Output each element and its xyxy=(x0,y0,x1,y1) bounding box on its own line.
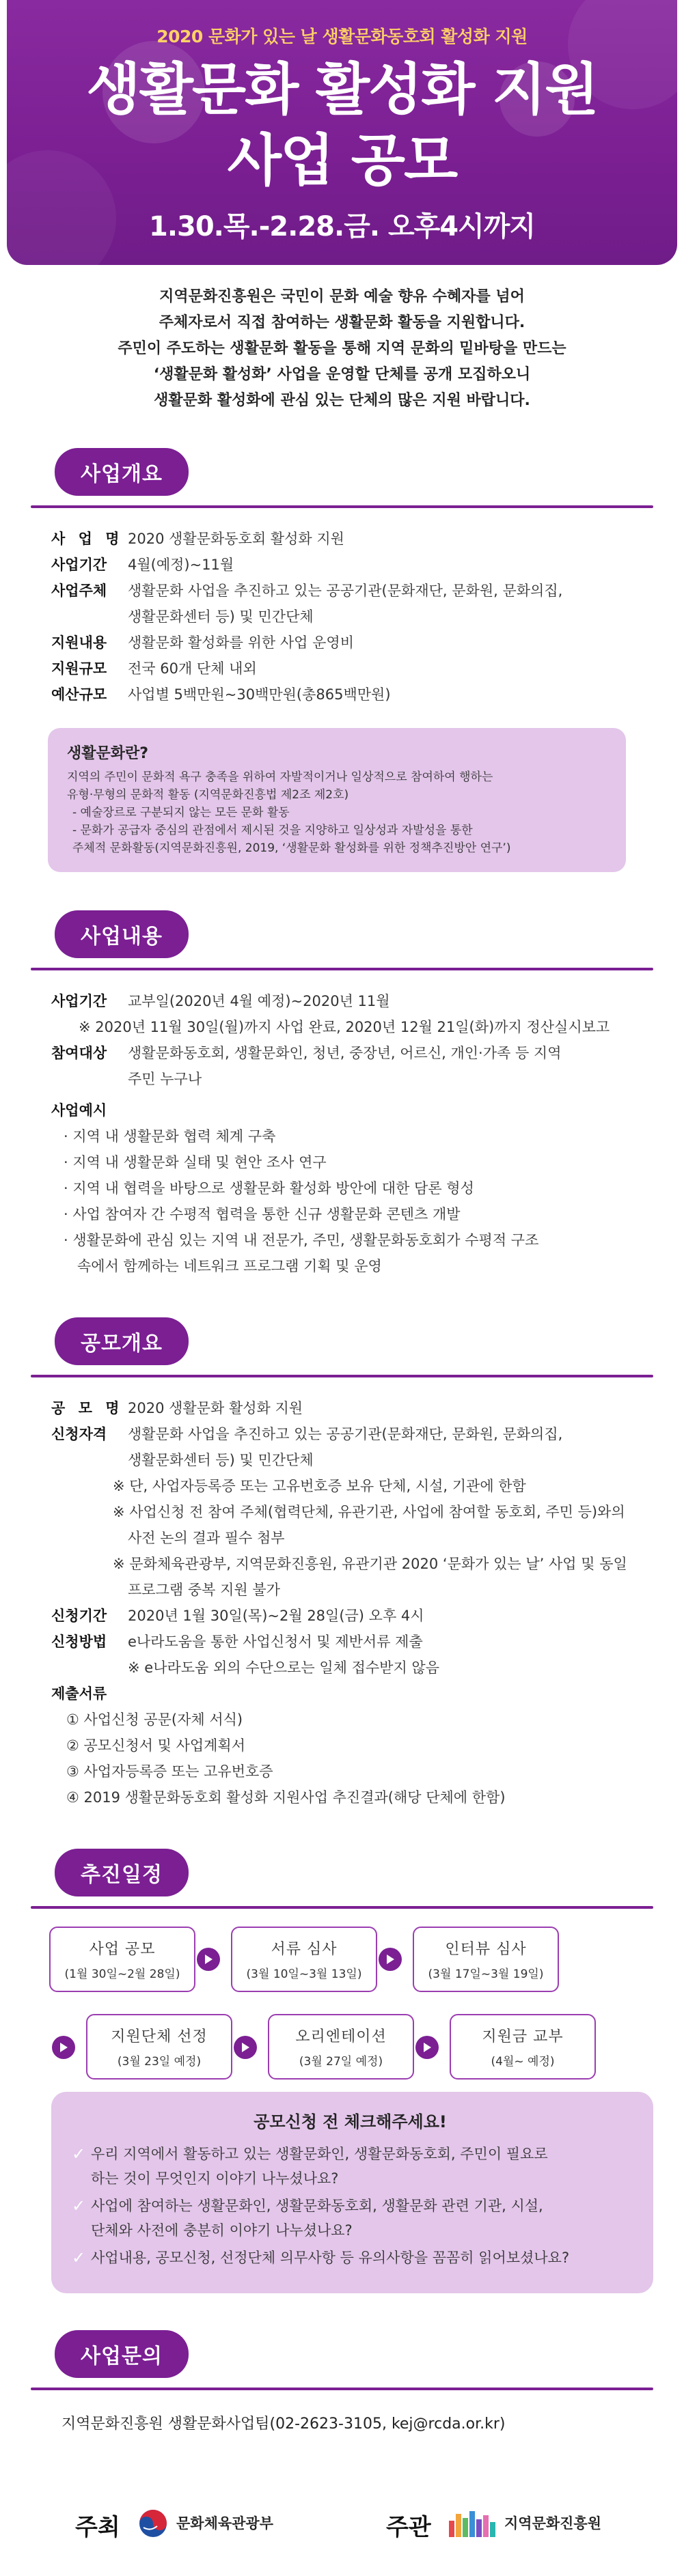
row-value xyxy=(128,578,643,630)
row-value-line: 생활문화 사업을 추진하고 있는 공공기관(문화재단, 문화원, 문화의집, xyxy=(128,583,563,599)
overview-row xyxy=(51,656,643,682)
row-key: 지원내용 xyxy=(51,634,107,651)
row-key: 사업기간 xyxy=(51,557,107,573)
checklist-line: 우리 지역에서 활동하고 있는 생활문화인, 생활문화동호회, 주민이 필요로 xyxy=(91,2146,548,2162)
content-row xyxy=(51,1040,643,1092)
contact-info: 지역문화진흥원 생활문화사업팀(02-2623-3105, kej@rcda.or.kr) xyxy=(61,2416,506,2433)
example-item-cont: 속에서 함께하는 네트워크 프로그램 기획 및 운영 xyxy=(77,1258,382,1274)
host-org: 문화체육관광부 xyxy=(176,2515,274,2532)
section-contact xyxy=(0,2300,684,2433)
intro-text xyxy=(0,266,684,448)
step-title: 지원금 교부 xyxy=(482,2028,564,2045)
doc-item: ② 공모신청서 및 사업계획서 xyxy=(66,1737,245,1754)
arrow-right-icon xyxy=(234,2036,257,2059)
checklist-line: 하는 것이 무엇인지 이야기 나누셨나요? xyxy=(91,2170,339,2187)
overview-table xyxy=(0,526,684,708)
definition-line: 주체적 문화활동(지역문화진흥원, 2019, ‘생활문화 활성화를 위한 정책추진방안 연구’) xyxy=(72,841,511,855)
section-divider xyxy=(31,2388,653,2390)
call-row xyxy=(51,1629,643,1655)
hero-title-line2: 사업 공모 xyxy=(227,128,457,193)
row-note: ※ e나라도움 외의 수단으로는 일체 접수받지 않음 xyxy=(128,1660,439,1676)
schedule-step xyxy=(231,1927,377,1992)
definition-line: 지역의 주민이 문화적 욕구 충족을 위하여 자발적이거나 일상적으로 참여하여 행하는 xyxy=(67,770,493,784)
example-item: · 지역 내 생활문화 실태 및 현안 조사 연구 xyxy=(64,1154,327,1171)
checklist-text xyxy=(91,2194,543,2243)
arrow-right-icon xyxy=(197,1948,220,1971)
checklist-item xyxy=(72,2194,629,2243)
section-overview xyxy=(0,448,684,910)
intro-line: 주체자로서 직접 참여하는 생활문화 활동을 지원합니다. xyxy=(159,314,525,331)
row-value-line: 생활문화동호회, 생활문화인, 청년, 중장년, 어르신, 개인·가족 등 지역 xyxy=(128,1045,562,1061)
checklist-line: 사업내용, 공모신청, 선정단체 의무사항 등 유의사항을 꼼꼼히 읽어보셨나요? xyxy=(91,2250,570,2266)
row-value: 교부일(2020년 4월 예정)~2020년 11월 xyxy=(128,993,390,1009)
organizer-label: 주관 xyxy=(386,2514,431,2541)
doc-item: ④ 2019 생활문화동호회 활성화 지원사업 추진결과(해당 단체에 한함) xyxy=(66,1789,506,1806)
section-content xyxy=(0,910,684,1317)
row-key: 사업예시 xyxy=(51,1102,107,1119)
checklist-item xyxy=(72,2245,629,2270)
row-note: ※ 사업신청 전 참여 주체(협력단체, 유관기관, 사업에 참여할 동호회, 주민 등)와의 xyxy=(113,1504,625,1520)
mcst-logo xyxy=(137,2507,169,2540)
example-item: · 지역 내 생활문화 협력 체계 구축 xyxy=(64,1128,276,1145)
row-value: 4월(예정)~11월 xyxy=(128,557,234,573)
section-divider xyxy=(31,968,653,970)
row-key: 공 모 명 xyxy=(51,1400,124,1416)
row-key: 신청자격 xyxy=(51,1426,107,1442)
section-heading: 추진일정 xyxy=(55,1849,189,1896)
hero-supertitle: 2020 문화가 있는 날 생활문화동호회 활성화 지원 xyxy=(156,27,528,46)
overview-row xyxy=(51,578,643,630)
definition-line: 유형·무형의 문화적 활동 (지역문화진흥법 제2조 제2호) xyxy=(67,788,349,802)
definition-line: - 문화가 공급자 중심의 관점에서 제시된 것을 지양하고 일상성과 자발성을 통한 xyxy=(72,824,473,837)
arrow-right-icon xyxy=(379,1948,402,1971)
arrow-right-icon xyxy=(415,2036,439,2059)
row-value-line: 생활문화센터 등) 및 민간단체 xyxy=(128,1452,314,1468)
checklist-line: 단체와 사전에 충분히 이야기 나누셨나요? xyxy=(91,2222,353,2239)
checklist-title: 공모신청 전 체크해주세요! xyxy=(254,2112,447,2131)
row-note: 사전 논의 결과 필수 첨부 xyxy=(128,1530,285,1546)
call-row xyxy=(51,1603,643,1629)
intro-line: 생활문화 활성화에 관심 있는 단체의 많은 지원 바랍니다. xyxy=(154,392,530,409)
row-value-line: 생활문화센터 등) 및 민간단체 xyxy=(128,608,314,625)
step-title: 지원단체 선정 xyxy=(111,2028,208,2045)
checklist-text xyxy=(91,2245,569,2270)
schedule-step xyxy=(268,2014,414,2080)
step-date: (4월~ 예정) xyxy=(491,2055,555,2069)
hero-title xyxy=(7,55,677,197)
hero-banner xyxy=(0,0,684,266)
schedule-step xyxy=(86,2014,232,2080)
call-row xyxy=(51,1421,643,1473)
row-value: 2020 생활문화 활성화 지원 xyxy=(128,1400,303,1416)
row-key: 사업기간 xyxy=(51,993,107,1009)
row-key: 사업주체 xyxy=(51,583,107,599)
overview-row xyxy=(51,682,643,708)
section-schedule xyxy=(0,1849,684,2300)
content-row xyxy=(51,988,643,1014)
row-key: 참여대상 xyxy=(51,1045,107,1061)
section-divider xyxy=(31,505,653,508)
row-note: ※ 단, 사업자등록증 또는 고유번호증 보유 단체, 시설, 기관에 한함 xyxy=(113,1478,526,1494)
row-value: 2020 생활문화동호회 활성화 지원 xyxy=(128,531,344,547)
row-value-line: 주민 누구나 xyxy=(128,1071,202,1087)
definition-title: 생활문화란? xyxy=(67,745,149,762)
section-divider xyxy=(31,1906,653,1909)
overview-row xyxy=(51,526,643,552)
section-call xyxy=(0,1317,684,1849)
section-divider xyxy=(31,1375,653,1377)
section-heading: 사업내용 xyxy=(55,910,189,958)
schedule-step xyxy=(49,1927,195,1992)
rcda-logo xyxy=(448,2507,498,2540)
schedule-step xyxy=(413,1927,559,1992)
step-title: 오리엔테이션 xyxy=(295,2028,387,2045)
row-key: 예산규모 xyxy=(51,686,107,703)
doc-item: ③ 사업자등록증 또는 고유번호증 xyxy=(66,1763,273,1780)
step-date: (3월 10일~3월 13일) xyxy=(246,1968,362,1981)
row-value: 사업별 5백만원~30백만원(총865백만원) xyxy=(128,686,391,703)
row-key: 신청기간 xyxy=(51,1608,107,1624)
row-note: ※ 문화체육관광부, 지역문화진흥원, 유관기관 2020 ‘문화가 있는 날’ 사업 및 동일 xyxy=(113,1556,627,1572)
row-note: 프로그램 중복 지원 불가 xyxy=(128,1582,280,1598)
hero-panel xyxy=(7,0,677,265)
overview-row xyxy=(51,552,643,578)
content-table xyxy=(0,988,684,1279)
definition-box xyxy=(48,728,626,872)
row-note: ※ 2020년 11월 30일(월)까지 사업 완료, 2020년 12월 21일(화)까지 정산실시보고 xyxy=(79,1019,610,1035)
section-heading: 사업문의 xyxy=(55,2330,189,2378)
intro-line: 주민이 주도하는 생활문화 활동을 통해 지역 문화의 밑바탕을 만드는 xyxy=(118,340,566,357)
call-row xyxy=(51,1395,643,1421)
step-title: 사업 공모 xyxy=(89,1941,156,1958)
step-title: 서류 심사 xyxy=(271,1941,338,1958)
row-key: 지원규모 xyxy=(51,660,107,677)
host-label: 주최 xyxy=(75,2514,120,2541)
row-value xyxy=(128,1040,643,1092)
row-value: e나라도움을 통한 사업신청서 및 제반서류 제출 xyxy=(128,1634,423,1650)
definition-line: - 예술장르로 구분되지 않는 모든 문화 활동 xyxy=(72,806,290,820)
footer xyxy=(0,2433,684,2563)
hero-date: 1.30.목.-2.28.금. 오후4시까지 xyxy=(148,211,535,242)
step-date: (3월 17일~3월 19일) xyxy=(428,1968,544,1981)
example-item: · 생활문화에 관심 있는 지역 내 전문가, 주민, 생활문화동호회가 수평적 구조 xyxy=(64,1232,539,1248)
schedule-flow xyxy=(0,1927,684,2179)
checkmark-icon: ✓ xyxy=(72,2196,86,2215)
call-table xyxy=(0,1395,684,1810)
row-key: 사 업 명 xyxy=(51,531,124,547)
overview-row xyxy=(51,630,643,656)
row-key: 제출서류 xyxy=(51,1685,107,1702)
row-value: 생활문화 활성화를 위한 사업 운영비 xyxy=(128,634,354,651)
row-value xyxy=(128,1421,643,1473)
step-date: (3월 27일 예정) xyxy=(299,2055,383,2069)
intro-line: 지역문화진흥원은 국민이 문화 예술 향유 수혜자를 넘어 xyxy=(159,288,525,305)
row-value: 2020년 1월 30일(목)~2월 28일(금) 오후 4시 xyxy=(128,1608,424,1624)
hero-title-line1: 생활문화 활성화 지원 xyxy=(86,57,598,122)
schedule-step xyxy=(450,2014,596,2080)
doc-item: ① 사업신청 공문(자체 서식) xyxy=(66,1711,243,1728)
checkmark-icon: ✓ xyxy=(72,2144,86,2164)
organizer-org: 지역문화진흥원 xyxy=(504,2515,602,2532)
step-date: (3월 23일 예정) xyxy=(117,2055,202,2069)
section-heading: 공모개요 xyxy=(55,1317,189,1365)
row-key: 신청방법 xyxy=(51,1634,107,1650)
row-value: 전국 60개 단체 내외 xyxy=(128,660,257,677)
arrow-right-icon xyxy=(52,2036,75,2059)
example-item: · 사업 참여자 간 수평적 협력을 통한 신규 생활문화 콘텐츠 개발 xyxy=(64,1206,461,1222)
intro-line: ‘생활문화 활성화’ 사업을 운영할 단체를 공개 모집하오니 xyxy=(153,366,531,383)
section-heading: 사업개요 xyxy=(55,448,189,496)
step-date: (1월 30일~2월 28일) xyxy=(64,1968,180,1981)
row-value-line: 생활문화 사업을 추진하고 있는 공공기관(문화재단, 문화원, 문화의집, xyxy=(128,1426,563,1442)
checkmark-icon: ✓ xyxy=(72,2248,86,2267)
step-title: 인터뷰 심사 xyxy=(445,1941,527,1958)
example-item: · 지역 내 협력을 바탕으로 생활문화 활성화 방안에 대한 담론 형성 xyxy=(64,1180,474,1196)
checklist-line: 사업에 참여하는 생활문화인, 생활문화동호회, 생활문화 관련 기관, 시설, xyxy=(91,2198,543,2214)
